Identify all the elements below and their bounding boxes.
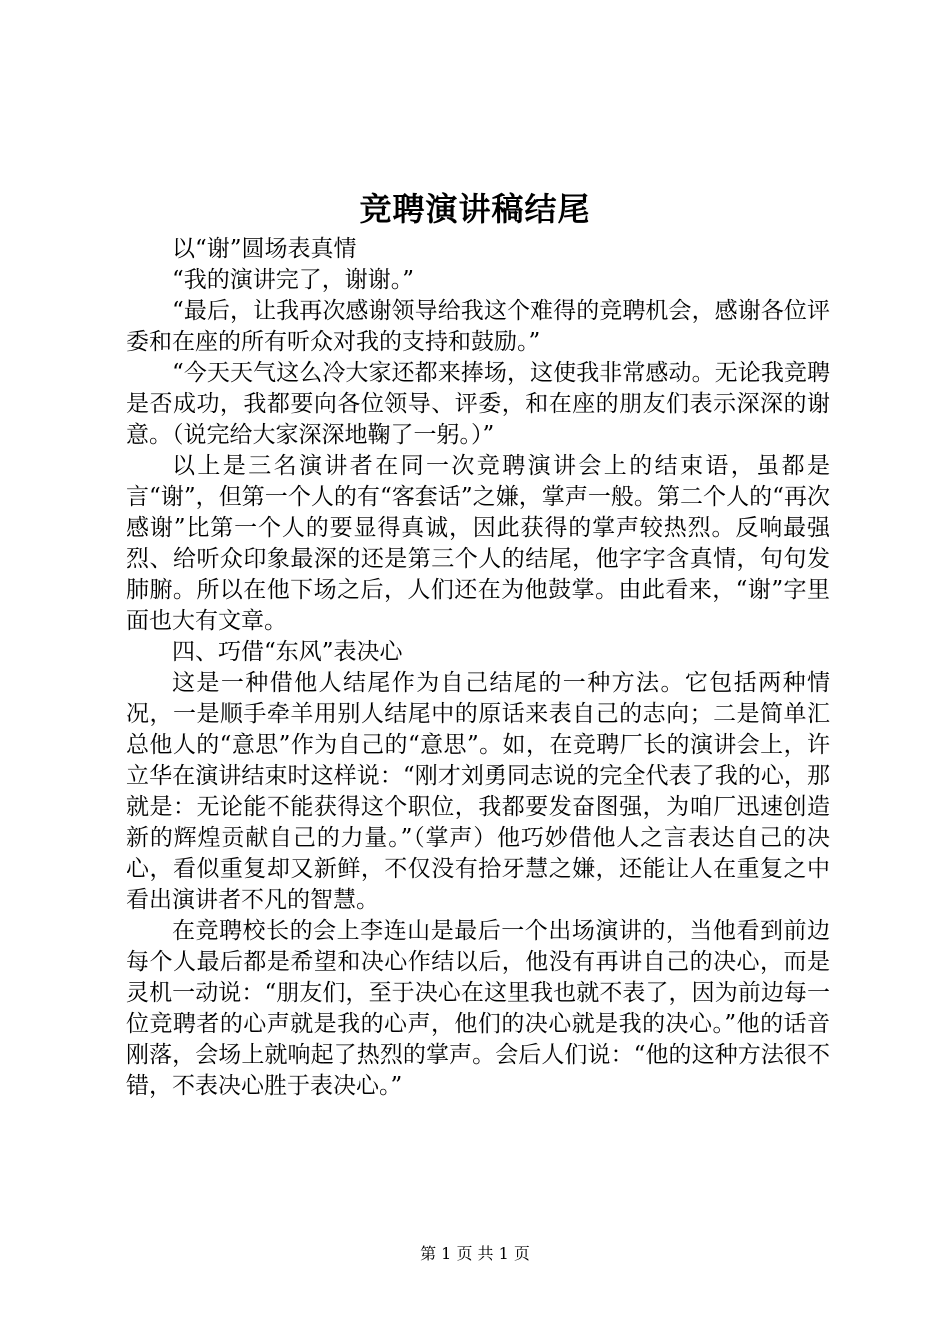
paragraph: “我的演讲完了，谢谢。” <box>172 267 415 293</box>
paragraph: “今天天气这么冷大家还都来捧场，这使我非常感动。无论我竞聘是否成功，我都要向各位领导、评委，和在座的朋友们表示深深的谢意。（说完给大家深深地鞠了一躬。）” <box>126 360 830 448</box>
paragraph: 以“谢”圆场表真情 <box>172 236 357 262</box>
document-body <box>126 234 830 1102</box>
paragraph: 这是一种借他人结尾作为自己结尾的一种方法。它包括两种情况，一是顺手牵羊用别人结尾中的原话来表自己的志向；二是简单汇总他人的“意思”作为自己的“意思”。如，在竞聘厂长的演讲会上，许立华在演讲结束时这样说：“刚才刘勇同志说的完全代表了我的心，那就是：无论能不能获得这个职位，我都要发奋图强，为咱厂迅速创造新的辉煌贡献自己的力量。”（掌声）他巧妙借他人之言表达自己的决心，看似重复却又新鲜，不仅没有拾牙慧之嫌，还能让人在重复之中看出演讲者不凡的智慧。 <box>126 670 830 913</box>
section-heading: 四、巧借“东风”表决心 <box>172 639 403 665</box>
paragraph: 在竞聘校长的会上李连山是最后一个出场演讲的，当他看到前边每个人最后都是希望和决心作结以后，他没有再讲自己的决心，而是灵机一动说：“朋友们，至于决心在这里我也就不表了，因为前边每一位竞聘者的心声就是我的心声，他们的决心就是我的决心。”他的话音刚落，会场上就响起了热烈的掌声。会后人们说：“他的这种方法很不错，不表决心胜于表决心。” <box>126 918 830 1099</box>
paragraph: 以上是三名演讲者在同一次竞聘演讲会上的结束语，虽都是言“谢”，但第一个人的有“客套话”之嫌，掌声一般。第二个人的“再次感谢”比第一个人的要显得真诚，因此获得的掌声较热烈。反响最强烈、给听众印象最深的还是第三个人的结尾，他字字含真情，句句发肺腑。所以在他下场之后，人们还在为他鼓掌。由此看来，“谢”字里面也大有文章。 <box>126 453 830 634</box>
document-title: 竞聘演讲稿结尾 <box>359 190 591 228</box>
page-number-footer: 第 1 页 共 1 页 <box>420 1244 530 1263</box>
paragraph: “最后，让我再次感谢领导给我这个难得的竞聘机会，感谢各位评委和在座的所有听众对我的支持和鼓励。” <box>126 298 830 355</box>
